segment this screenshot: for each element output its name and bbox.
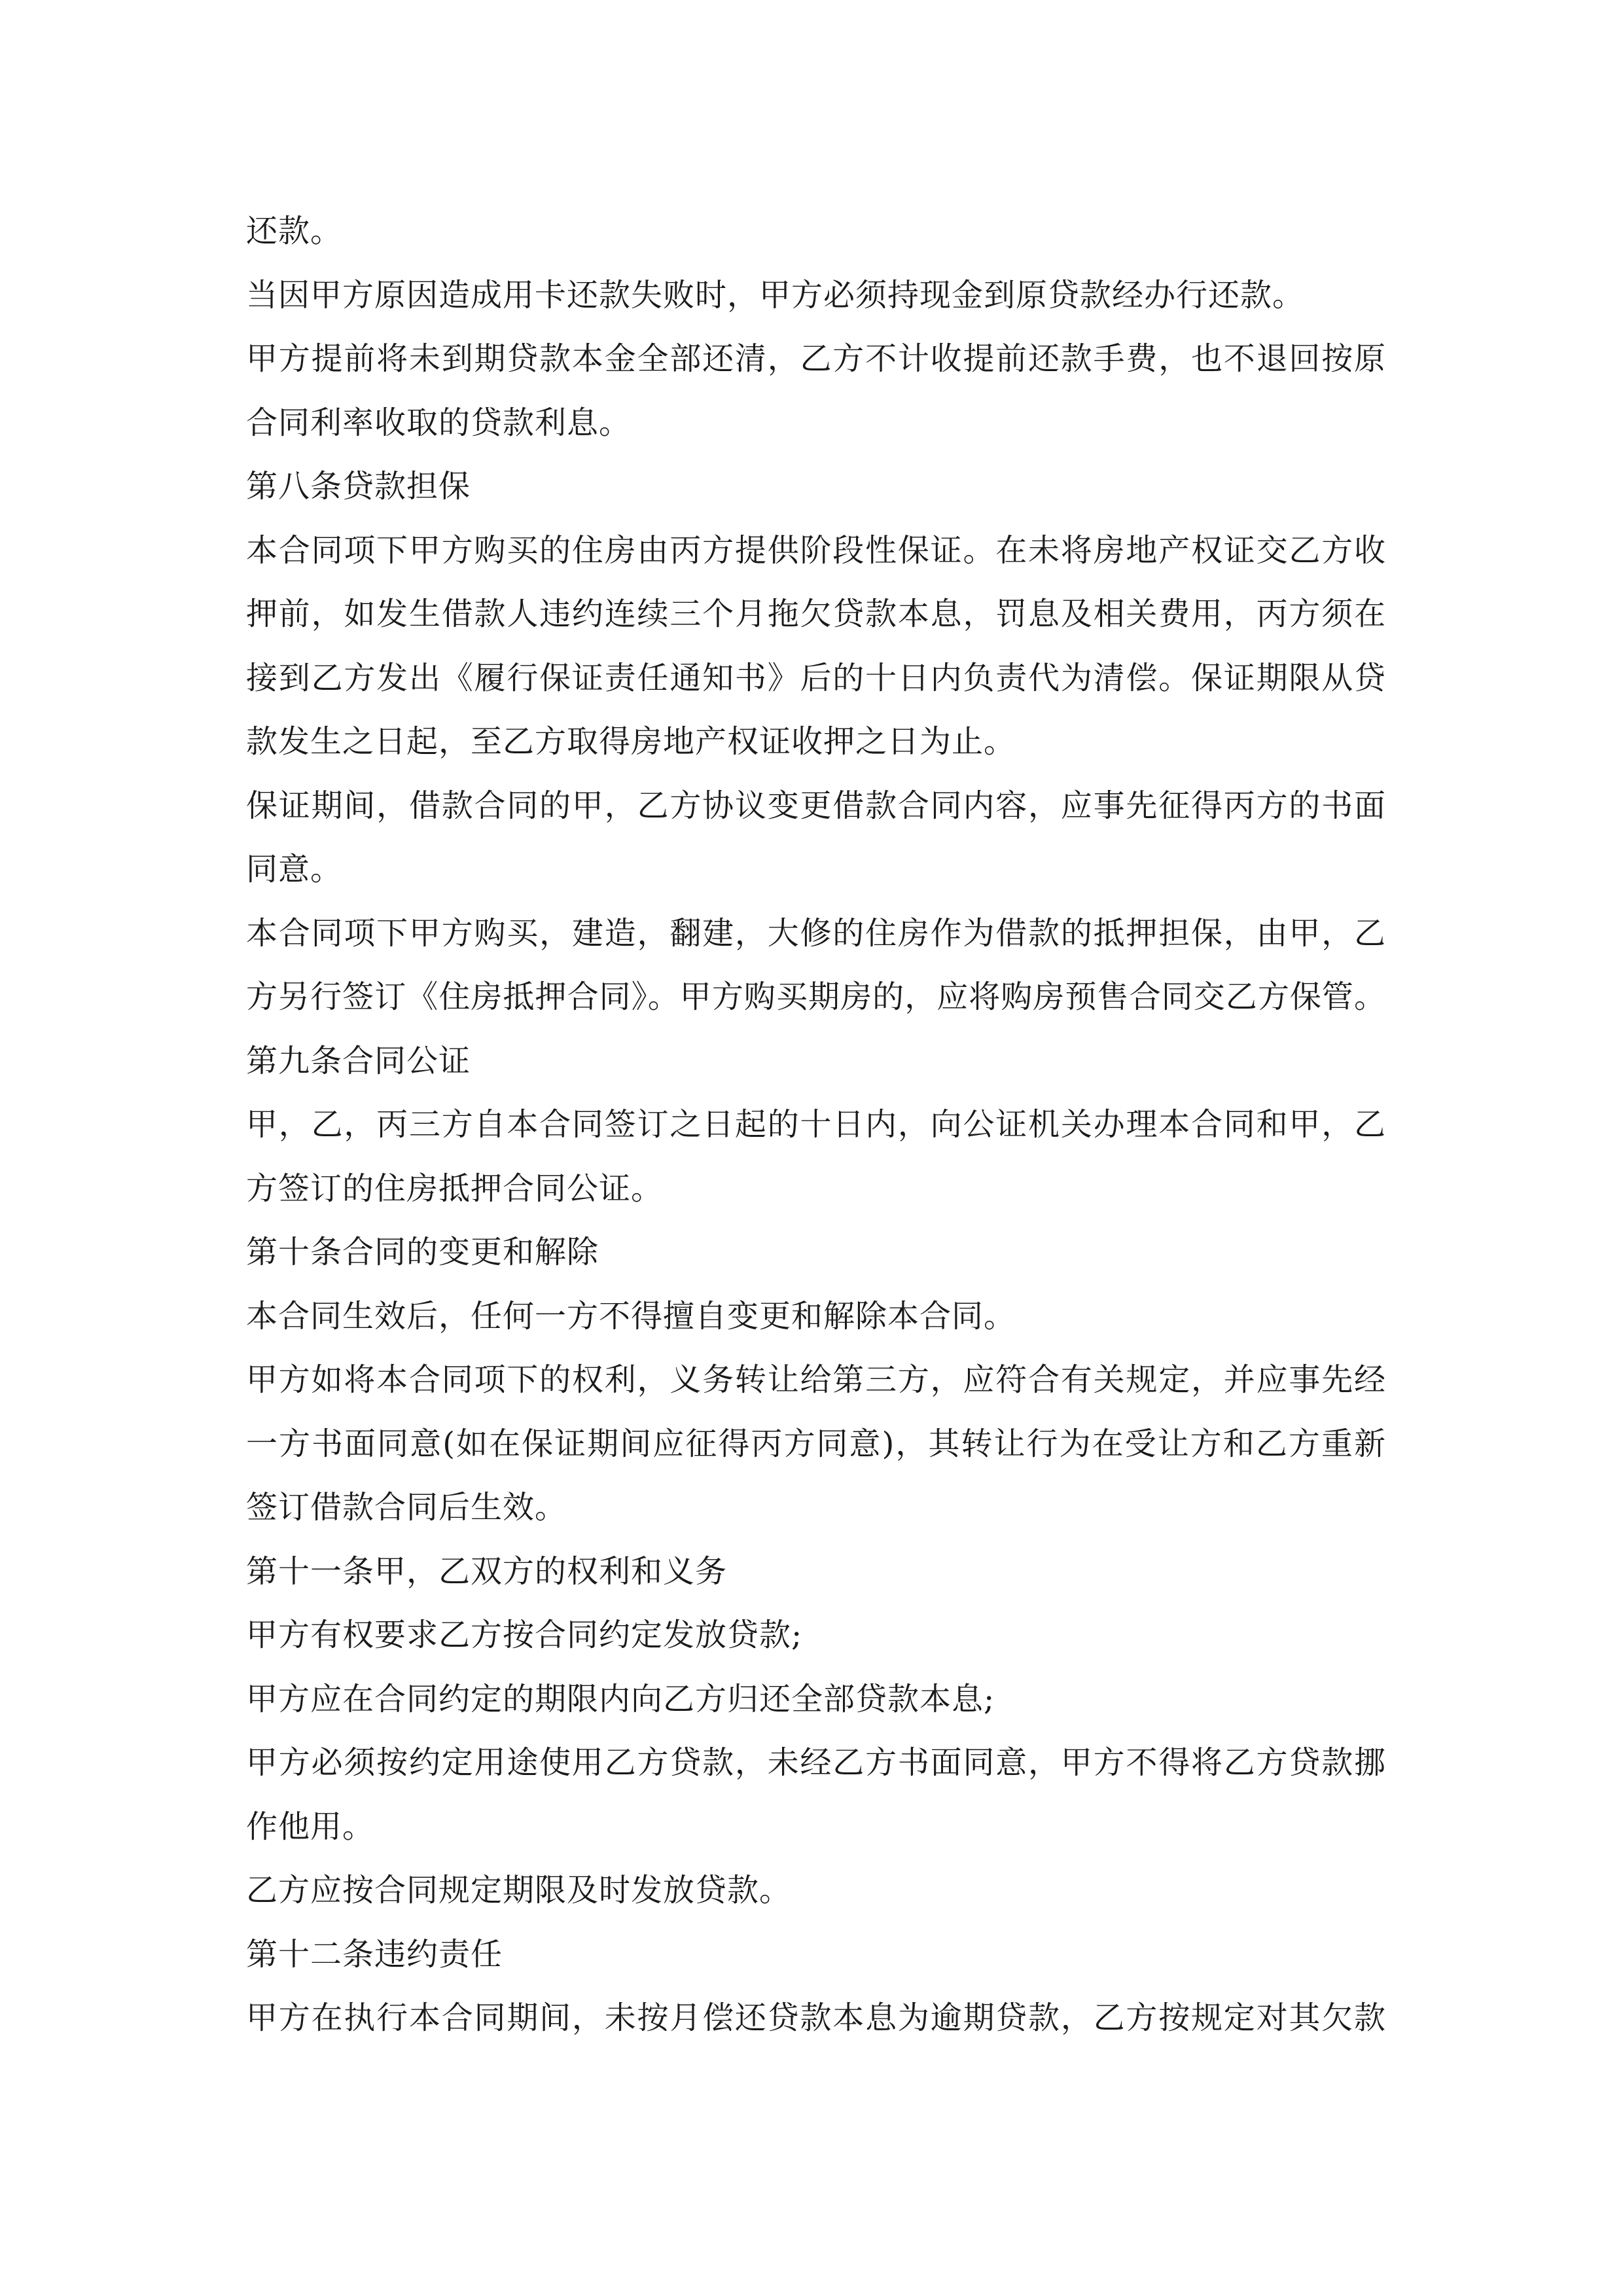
- text-line: 当因甲方原因造成用卡还款失败时，甲方必须持现金到原贷款经办行还款。: [246, 276, 1305, 314]
- text-line: 乙方应按合同规定期限及时发放贷款。: [246, 1872, 792, 1909]
- text-line: 同意。: [246, 851, 343, 888]
- text-line: 方签订的住房抵押合同公证。: [246, 1170, 664, 1207]
- text-line: 本合同生效后，任何一方不得擅自变更和解除本合同。: [246, 1297, 1016, 1335]
- text-line: 接到乙方发出《履行保证责任通知书》后的十日内负责代为清偿。保证期限从贷: [246, 659, 1386, 696]
- text-line: 作他用。: [246, 1808, 375, 1845]
- text-line: 甲方提前将未到期贷款本金全部还清，乙方不计收提前还款手费，也不退回按原: [246, 340, 1386, 377]
- text-line: 第十二条违约责任: [246, 1935, 503, 1973]
- text-line: 甲方必须按约定用途使用乙方贷款，未经乙方书面同意，甲方不得将乙方贷款挪: [246, 1744, 1386, 1781]
- text-line: 第九条合同公证: [246, 1042, 471, 1079]
- text-line: 甲方应在合同约定的期限内向乙方归还全部贷款本息;: [246, 1680, 995, 1717]
- text-line: 签订借款合同后生效。: [246, 1489, 567, 1526]
- text-line: 甲，乙，丙三方自本合同签订之日起的十日内，向公证机关办理本合同和甲，乙: [246, 1106, 1386, 1143]
- text-line: 一方书面同意(如在保证期间应征得丙方同意)，其转让行为在受让方和乙方重新: [246, 1425, 1386, 1462]
- text-line: 本合同项下甲方购买，建造，翻建，大修的住房作为借款的抵押担保，由甲，乙: [246, 914, 1386, 952]
- document-body: [246, 200, 1386, 2051]
- text-line: 第十条合同的变更和解除: [246, 1234, 599, 1270]
- text-line: 押前，如发生借款人违约连续三个月拖欠贷款本息，罚息及相关费用，丙方须在: [246, 596, 1386, 632]
- text-line: 甲方在执行本合同期间，未按月偿还贷款本息为逾期贷款，乙方按规定对其欠款: [246, 2000, 1386, 2036]
- text-line: 甲方有权要求乙方按合同约定发放贷款;: [246, 1617, 803, 1653]
- text-line: 保证期间，借款合同的甲，乙方协议变更借款合同内容，应事先征得丙方的书面: [246, 787, 1386, 824]
- text-line: 第八条贷款担保: [246, 468, 471, 505]
- text-line: 本合同项下甲方购买的住房由丙方提供阶段性保证。在未将房地产权证交乙方收: [246, 531, 1386, 569]
- text-line: 第十一条甲，乙双方的权利和义务: [246, 1552, 728, 1590]
- text-line: 款发生之日起，至乙方取得房地产权证收押之日为止。: [246, 723, 1016, 760]
- text-line: 甲方如将本合同项下的权利，义务转让给第三方，应符合有关规定，并应事先经: [246, 1361, 1386, 1398]
- text-line: 合同利率收取的贷款利息。: [246, 404, 632, 441]
- text-line: 方另行签订《住房抵押合同》。甲方购买期房的，应将购房预售合同交乙方保管。: [246, 978, 1386, 1015]
- text-line: 还款。: [246, 213, 343, 249]
